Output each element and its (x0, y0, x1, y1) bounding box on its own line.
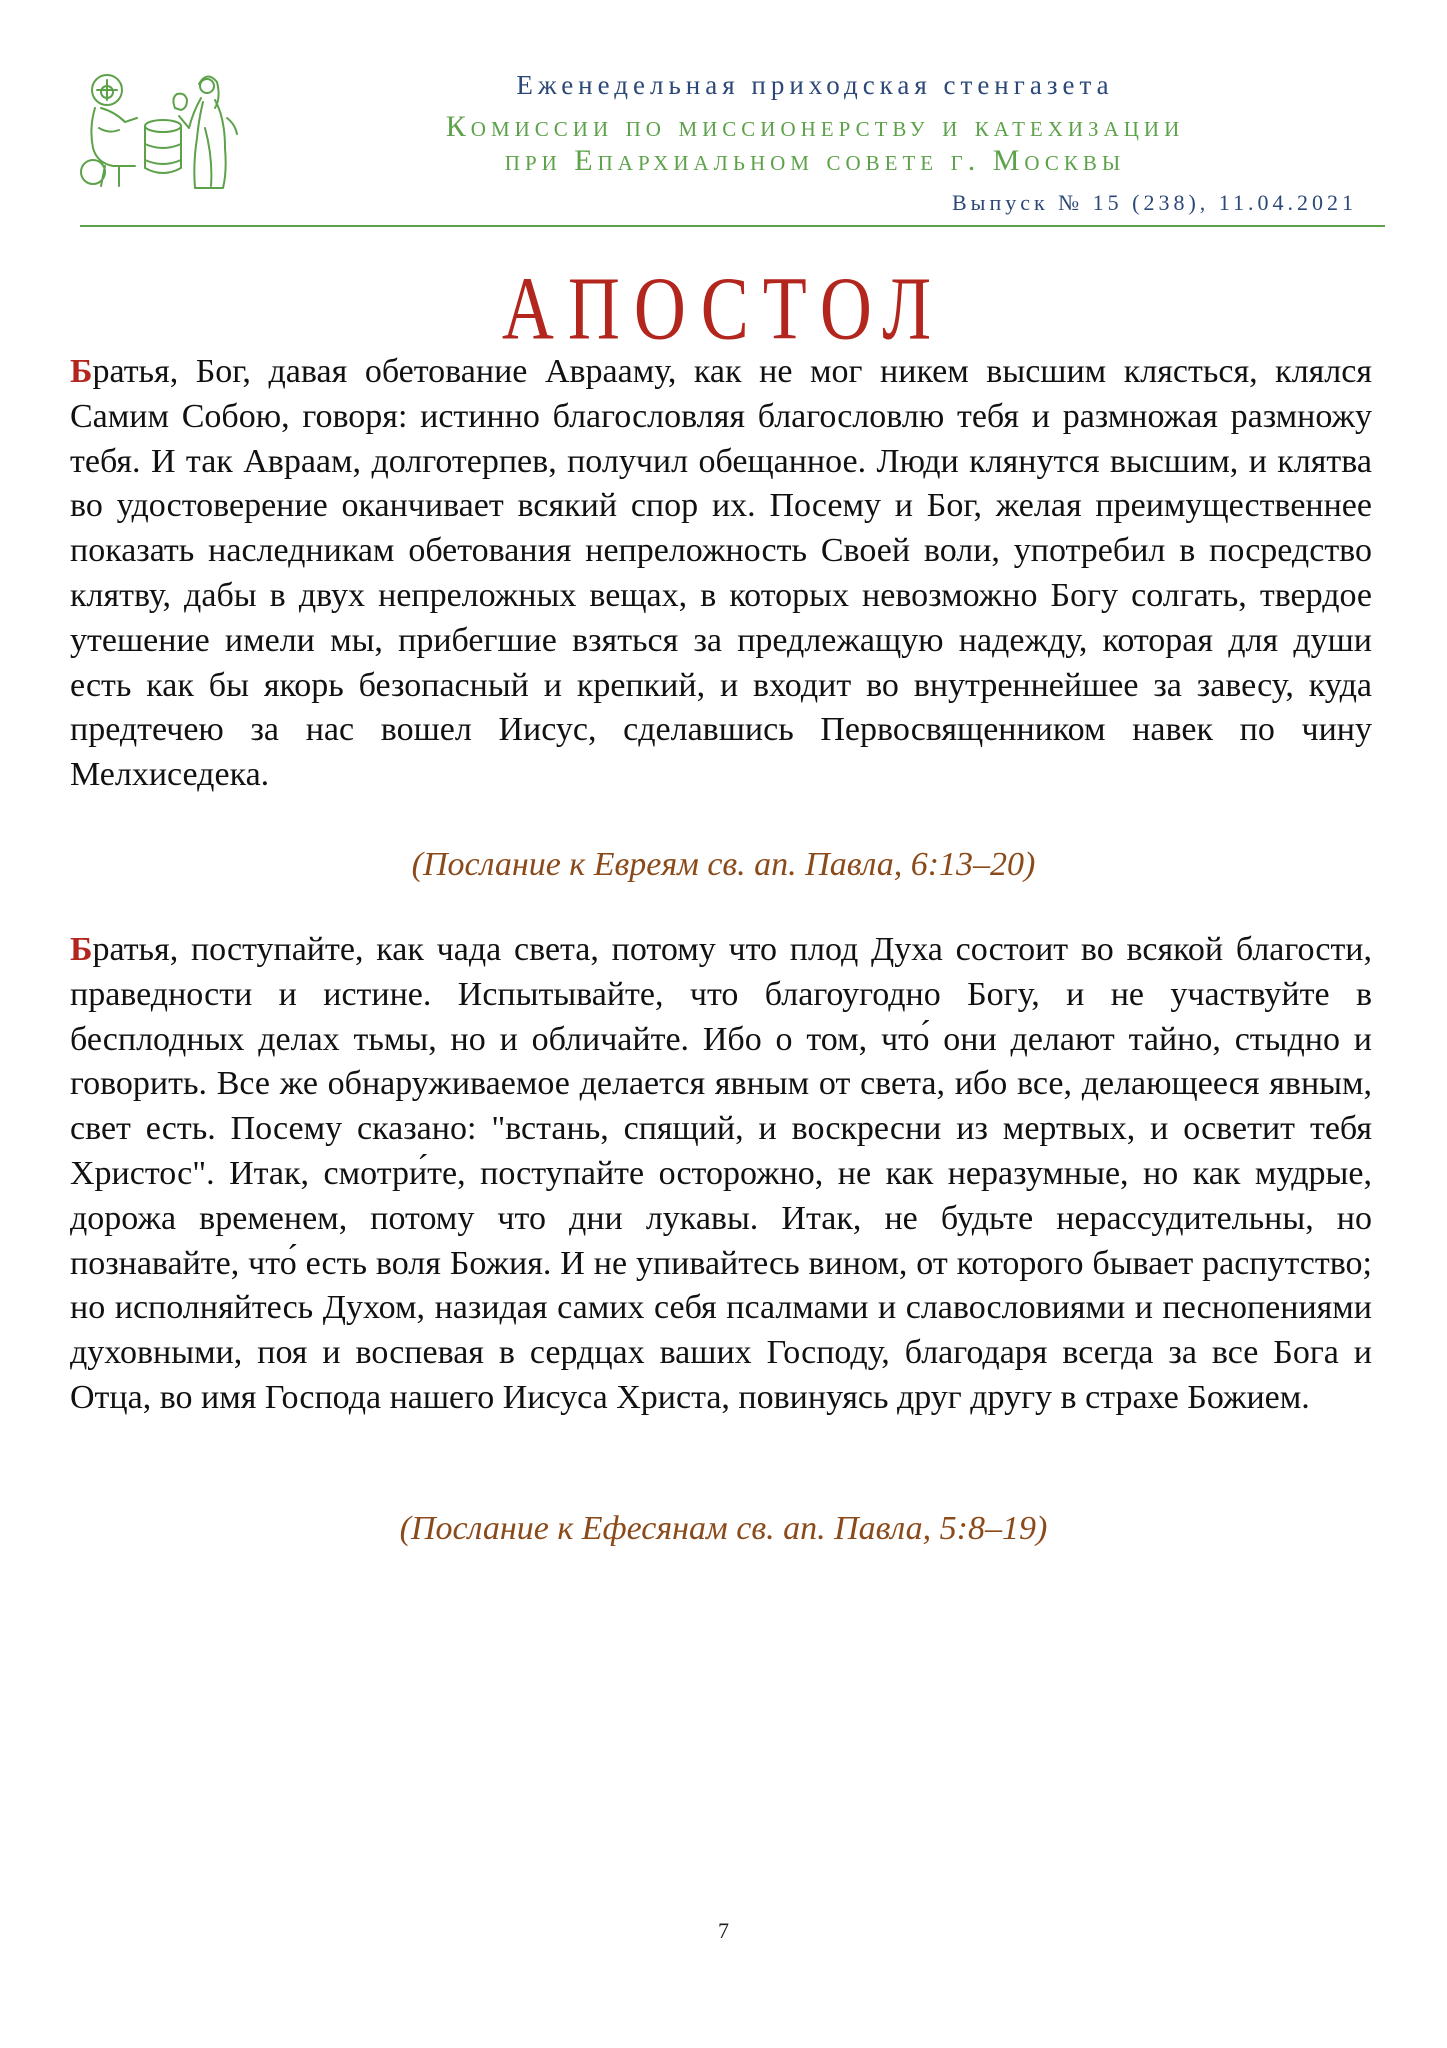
reading-text: ратья, поступайте, как чада света, потому что плод Духа состоит во всякой благости, праведности и истине. Испытывайте, что благоугодно Богу, и не участвуйте в бесплодных делах тьмы, но и обличайте. Ибо о том, что́ они делают тайно, стыдно и говорить. Все же обнаруживаемое делается явным от света, ибо все, делающееся явным, свет есть. Посему сказано: "встань, спящий, и воскресни из мертвых, и осветит тебя Христос". Итак, смотри́те, поступайте осторожно, не как неразумные, но как мудрые, дорожа временем, потому что дни лукавы. Итак, не будьте нерассудительны, но познавайте, что́ есть воля Божия. И не упивайтесь вином, от которого бывает распутство; но исполняйтесь Духом, назидая самих себя псалмами и славословиями и песнопениями духовными, поя и воспевая в сердцах ваших Господу, благодаря всегда за все Бога и Отца, во имя Господа нашего Иисуса Христа, повинуясь друг другу в страхе Божием. (70, 931, 1372, 1416)
masthead-council: при Епархиальном совете г. Москвы (504, 144, 1126, 177)
page-number: 7 (718, 1918, 729, 1943)
reading-text: ратья, Бог, давая обетование Аврааму, как не мог никем высшим клясться, клялся Самим Собою, говоря: истинно благословляя благословлю тебя и размножая размножу тебя. И так Авраам, долготерпев, получил обещанное. Люди клянутся высшим, и клятва во удостоверение оканчивает всякий спор их. Посему и Бог, желая преимущественнее показать наследникам обетования непреложность Своей воли, употребил в посредство клятву, дабы в двух непреложных вещах, в которых невозможно Богу солгать, твердое утешение имели мы, прибегшие взяться за предлежащую надежду, которая для души есть как бы якорь безопасный и крепкий, и входит во внутреннейшее за завесу, куда предтечею за нас вошел Иисус, сделавшись Первосвященником навек по чину Мелхиседека. (70, 353, 1372, 794)
issue-info: Выпуск № 15 (238), 11.04.2021 (951, 190, 1357, 215)
newspaper-logo (75, 68, 245, 198)
drop-cap: Б (70, 931, 93, 968)
reading-paragraph (70, 928, 1372, 1421)
masthead-subtitle: Еженедельная приходская стенгазета (516, 70, 1114, 100)
reading-citation: (Послание к Евреям св. ап. Павла, 6:13–20) (411, 846, 1036, 883)
reading-citation: (Послание к Ефесянам св. ап. Павла, 5:8–19) (399, 1510, 1048, 1547)
christ-and-samaritan-woman-at-well-icon (75, 68, 245, 198)
header-divider (80, 225, 1385, 227)
section-title: АПОСТОЛ (501, 258, 946, 359)
reading-paragraph (70, 350, 1372, 798)
masthead-commission: Комиссии по миссионерству и катехизации (445, 110, 1185, 143)
drop-cap: Б (70, 353, 93, 390)
